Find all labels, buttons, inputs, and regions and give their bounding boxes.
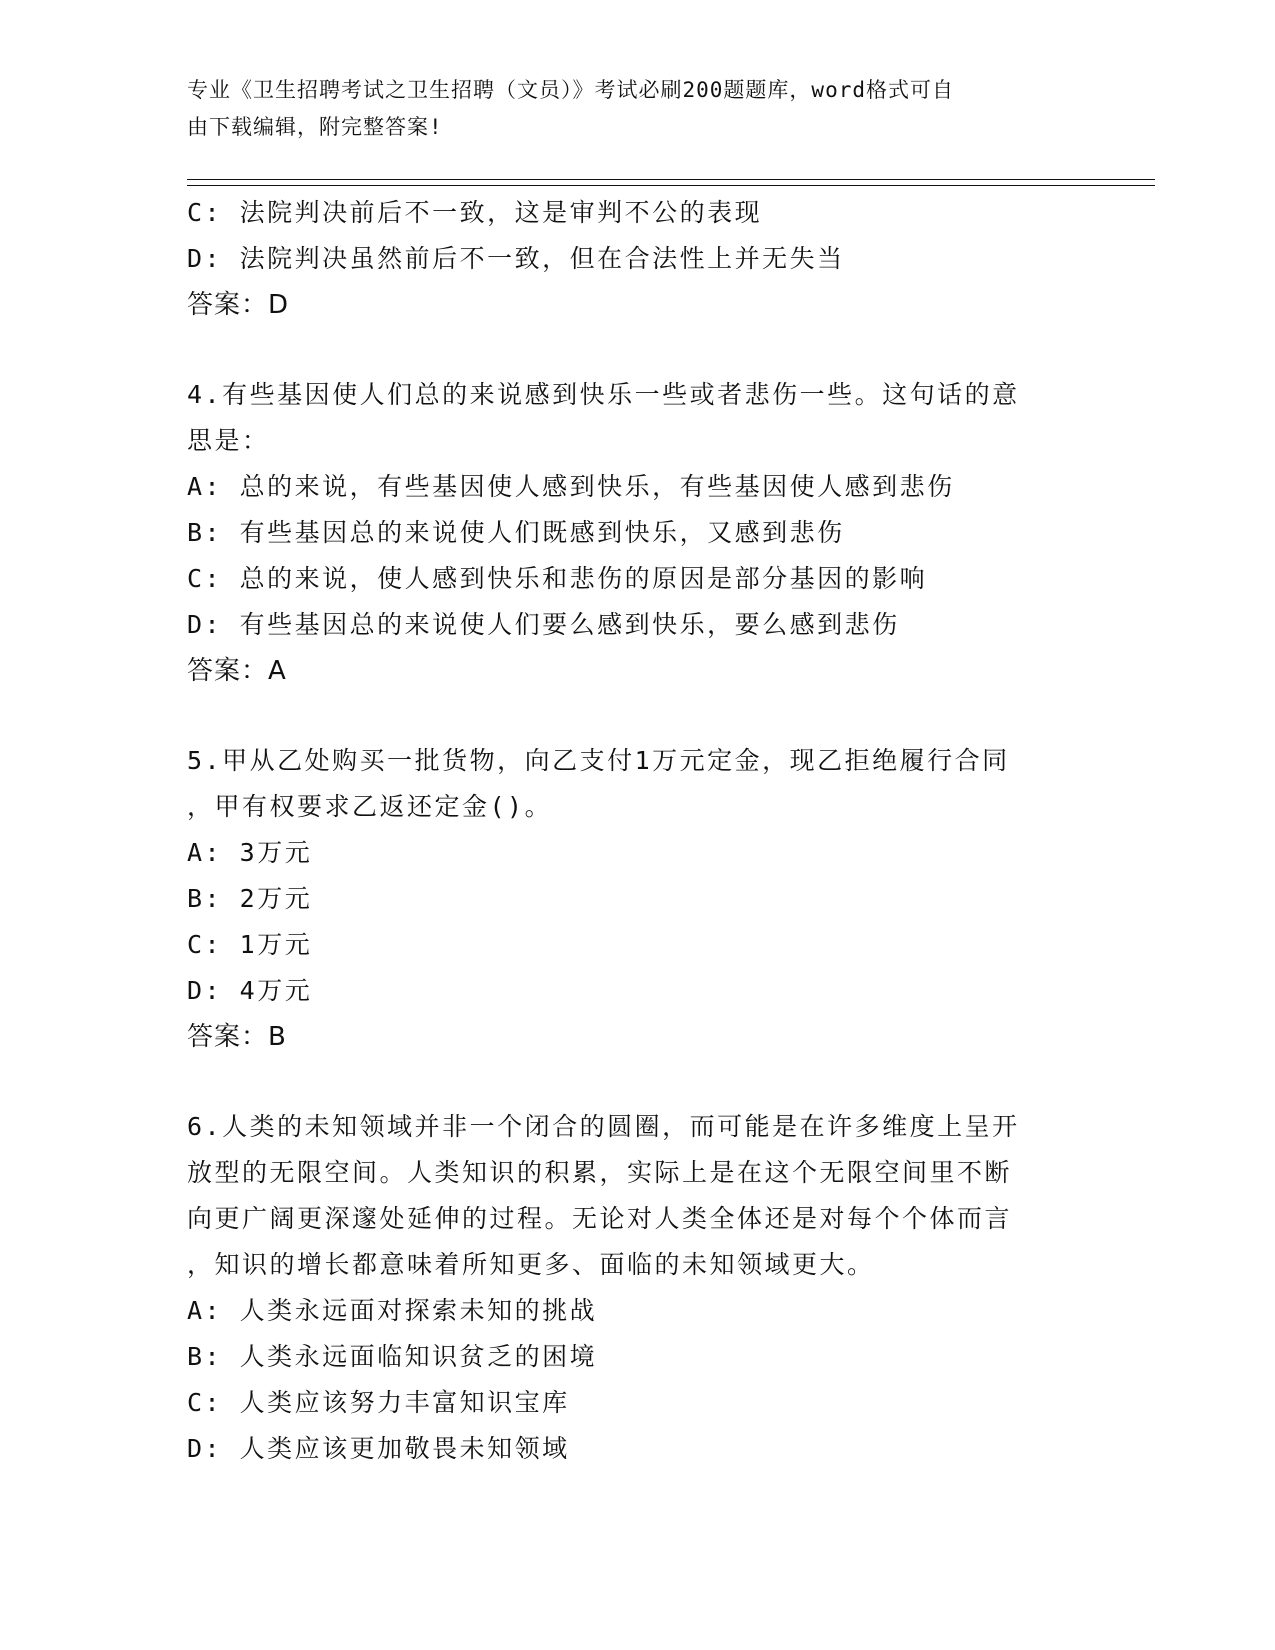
question-stem-line: 5.甲从乙处购买一批货物，向乙支付1万元定金，现乙拒绝履行合同	[187, 746, 1010, 775]
question-stem-line: 思是：	[187, 426, 270, 455]
option-d: D: 法院判决虽然前后不一致，但在合法性上并无失当	[187, 244, 845, 273]
option-b: B: 有些基因总的来说使人们既感到快乐，又感到悲伤	[187, 518, 845, 547]
answer: 答案：A	[187, 656, 287, 686]
header-line-1: 专业《卫生招聘考试之卫生招聘（文员）》考试必刷200题题库，word格式可自	[187, 78, 954, 102]
header-divider	[187, 179, 1155, 186]
question-5	[187, 738, 1067, 1060]
document-header	[187, 72, 1067, 146]
option-b: B: 人类永远面临知识贫乏的困境	[187, 1342, 598, 1371]
question-4	[187, 372, 1067, 694]
option-a: A: 总的来说，有些基因使人感到快乐，有些基因使人感到悲伤	[187, 472, 955, 501]
question-stem-line: ，知识的增长都意味着所知更多、面临的未知领域更大。	[187, 1250, 875, 1279]
question-stem-line: 6.人类的未知领域并非一个闭合的圆圈，而可能是在许多维度上呈开	[187, 1112, 1020, 1141]
option-b: B: 2万元	[187, 884, 313, 913]
option-d: D: 有些基因总的来说使人们要么感到快乐，要么感到悲伤	[187, 610, 900, 639]
question-stem-line: ，甲有权要求乙返还定金()。	[187, 792, 553, 821]
option-d: D: 人类应该更加敬畏未知领域	[187, 1434, 570, 1463]
spacer	[187, 694, 1067, 738]
option-c: C: 法院判决前后不一致，这是审判不公的表现	[187, 198, 763, 227]
question-stem-line: 放型的无限空间。人类知识的积累，实际上是在这个无限空间里不断	[187, 1158, 1013, 1187]
answer: 答案：D	[187, 290, 290, 320]
question-stem-line: 4.有些基因使人们总的来说感到快乐一些或者悲伤一些。这句话的意	[187, 380, 1020, 409]
option-a: A: 3万元	[187, 838, 313, 867]
option-c: C: 人类应该努力丰富知识宝库	[187, 1388, 570, 1417]
question-6	[187, 1104, 1067, 1472]
spacer	[187, 1060, 1067, 1104]
question-stem-line: 向更广阔更深邃处延伸的过程。无论对人类全体还是对每个个体而言	[187, 1204, 1013, 1233]
question-3	[187, 190, 1067, 328]
option-c: C: 1万元	[187, 930, 313, 959]
header-line-2: 由下载编辑，附完整答案!	[187, 115, 443, 139]
question-list	[187, 190, 1067, 1472]
spacer	[187, 328, 1067, 372]
option-a: A: 人类永远面对探索未知的挑战	[187, 1296, 598, 1325]
option-c: C: 总的来说，使人感到快乐和悲伤的原因是部分基因的影响	[187, 564, 928, 593]
option-d: D: 4万元	[187, 976, 313, 1005]
answer: 答案：B	[187, 1022, 287, 1052]
